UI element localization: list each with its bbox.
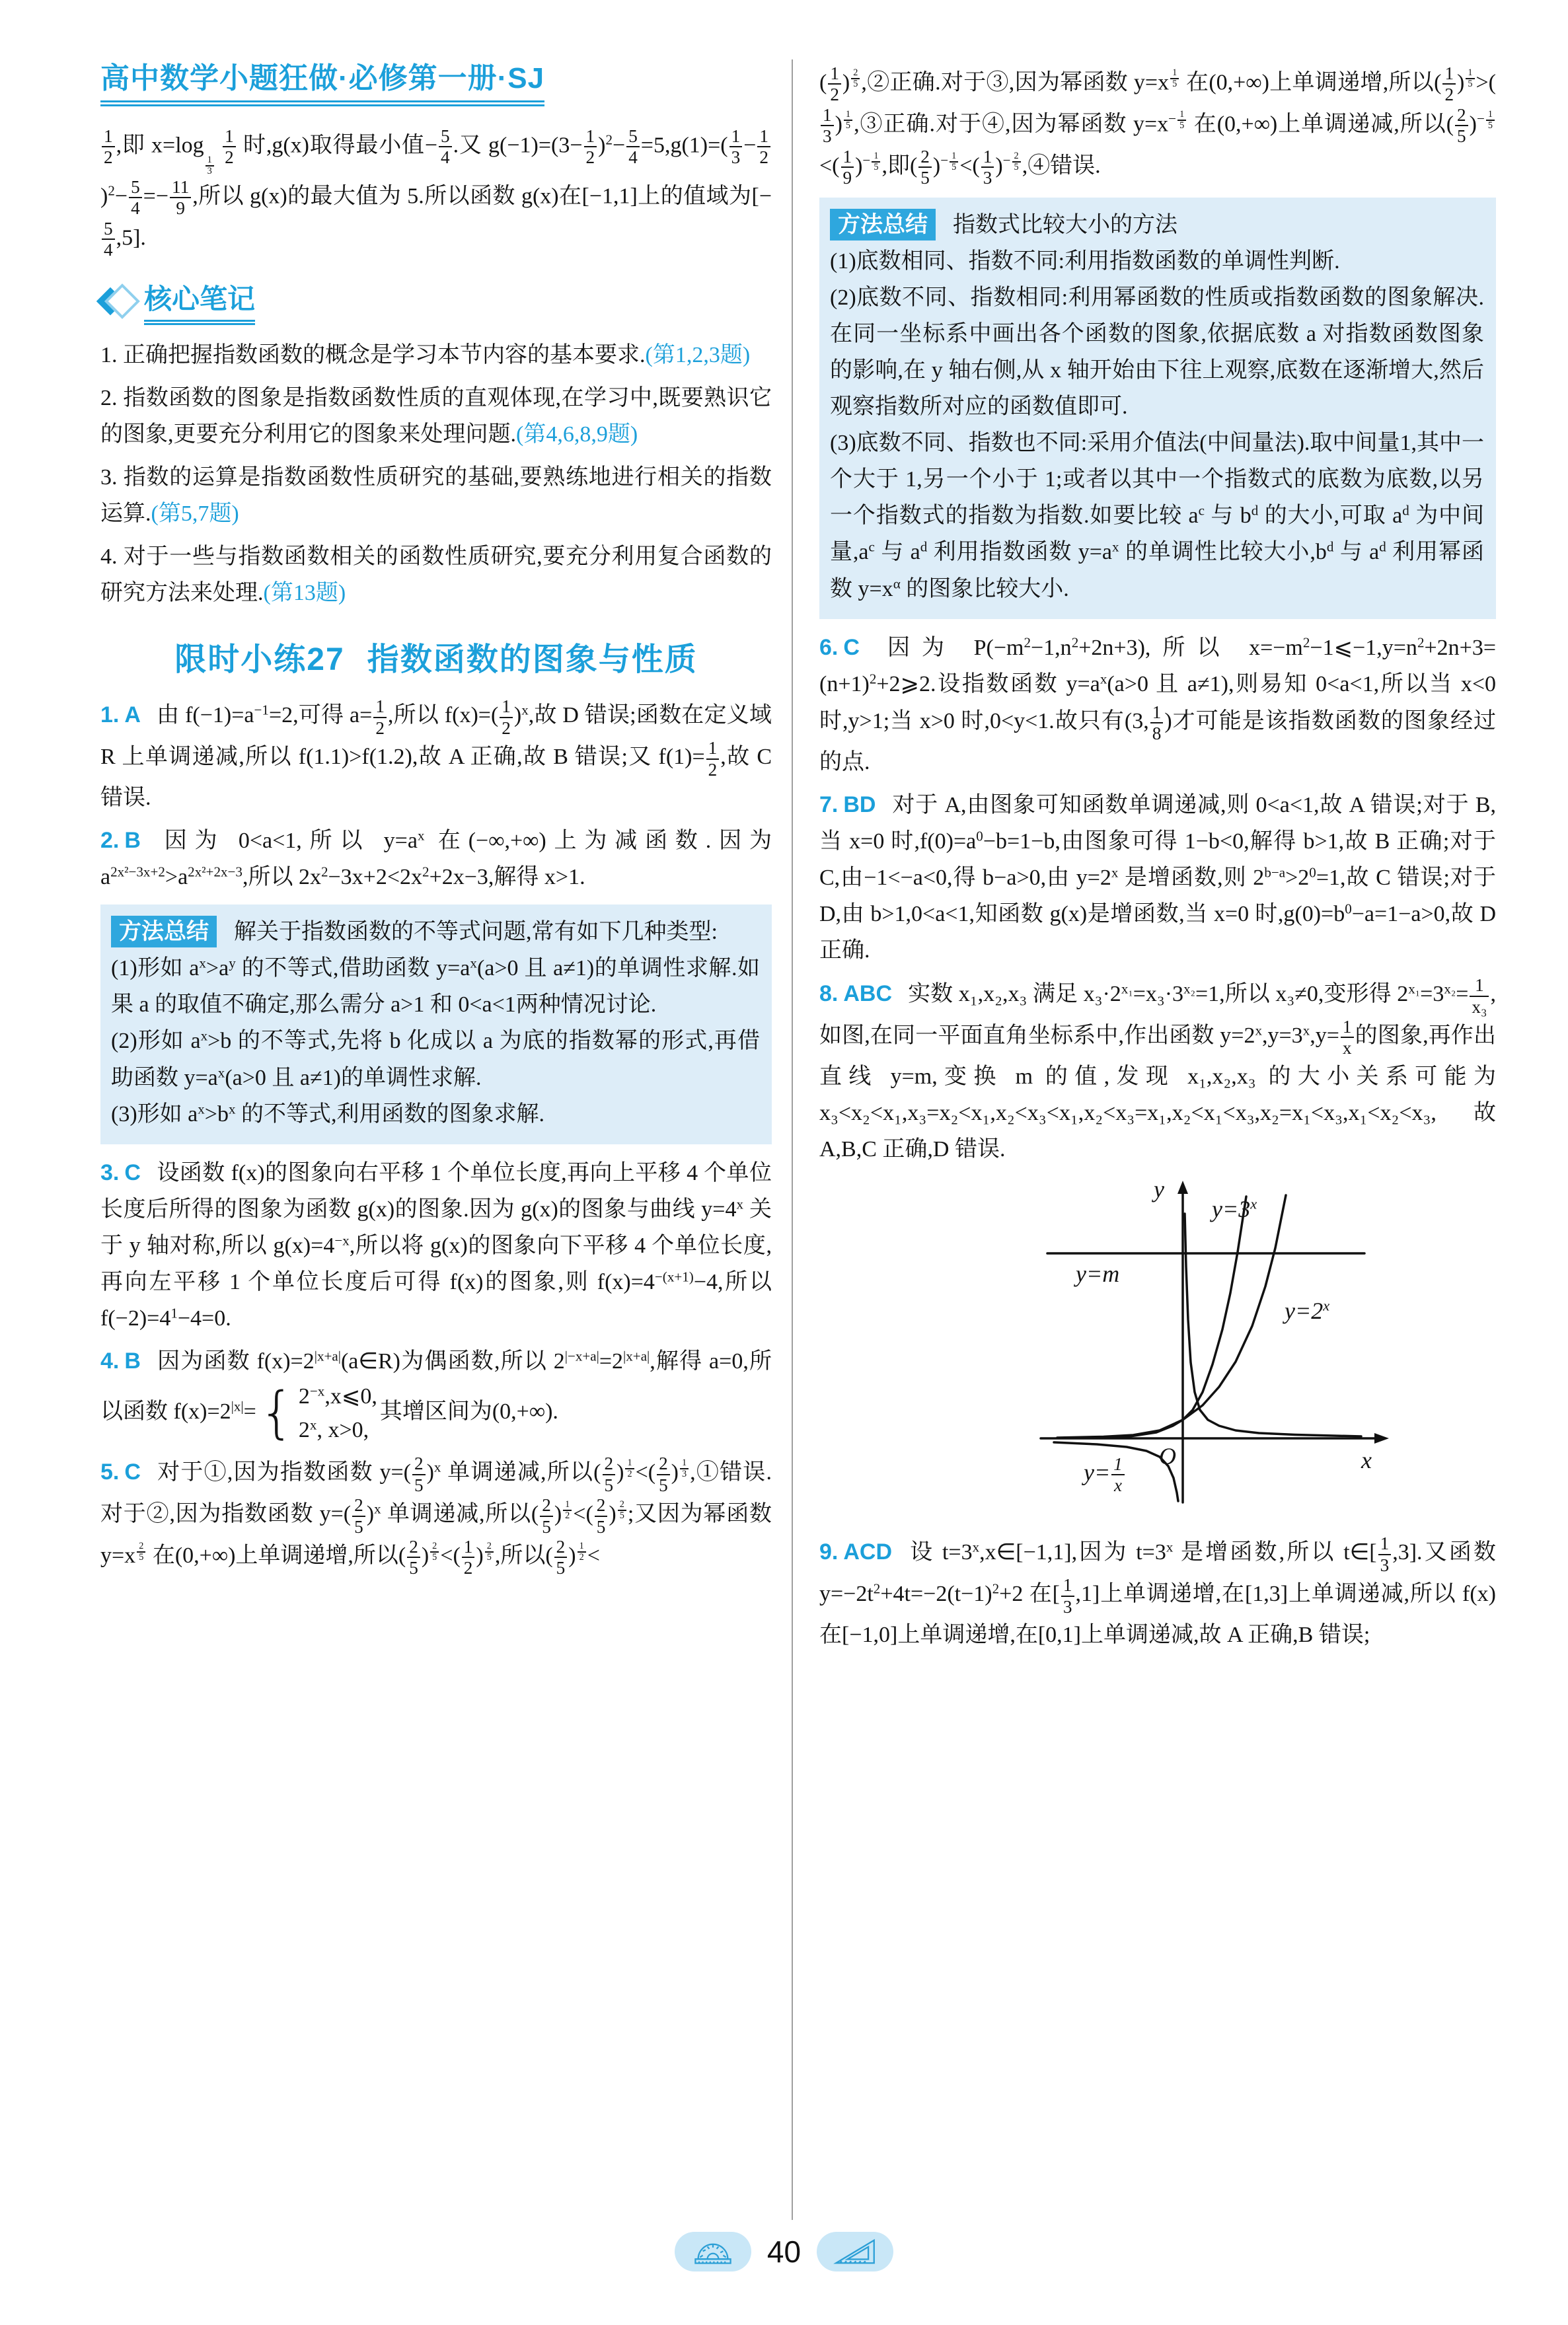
problem-solution-text: 设 $t=3^x,x\in[-1,1]$,因为 $t=3^x$ 是增函数,所以 t∈[ $\frac{1}{3}$ ,3].又函数 $y=-2t^2+4t=-2(t-1)^2+2$ 在[ $\frac{1}{3}$ ,1]上单调递增,在[1,3]上单调递减,所以 f(x)在[−1,0]上单调递增,在[0,1]上单调递减,故 A 正确,B 错误;: [819, 1533, 1496, 1647]
problem-answer: BD: [843, 792, 876, 817]
problem-number: 8.: [819, 981, 839, 1007]
method-item: (3)形如 $a^x>b^x$ 的不等式,利用函数的图象求解.: [111, 1101, 545, 1126]
problem-answer: A: [124, 702, 141, 728]
curve-y-2x: [1057, 1195, 1286, 1438]
section-title: [100, 634, 772, 679]
problem-number: 3.: [100, 1160, 120, 1185]
note-text: 4. 对于一些与指数函数相关的函数性质研究,要充分利用复合函数的研究方法来处理.: [100, 544, 772, 606]
problem-answer: ABC: [843, 981, 893, 1007]
figure-curve-inverse-label: y= $\frac{1}{x}$: [1084, 1454, 1126, 1495]
problem-number: 1.: [100, 702, 120, 728]
problem-solution-text: 设函数 f(x)的图象向右平移 1 个单位长度,再向上平移 4 个单位长度后所得的图象为函数 g(x)的图象.因为 g(x)的图象与曲线 $y=4^x$ 关于 y 轴对称,所以 $g(x)=4^{-x}$,所以将 g(x)的图象向下平移 4 个单位长度,再向左平移 1 个单位长度后可得 f(x)的图象,则 $f(x)=4^{-(x+1)}-4$,所以 $f(-2)=4^1-4=0$.: [100, 1160, 772, 1331]
book-header-title: 高中数学小题狂做·必修第一册·SJ: [100, 54, 544, 106]
section-name: 指数函数的图象与性质: [367, 642, 698, 678]
problem-solution-text: 对于①,因为指数函数 y=( $\frac{2}{5}$ )$^x$ 单调递减,所以( $\frac{2}{5}$ ) $\frac{1}{2}$ <( $\frac{2}{5}$ ) $\frac{1}{3}$ ,①错误.对于②,因为指数函数 y=( $\frac{2}{5}$ )$^x$ 单调递减,所以( $\frac{2}{5}$ ) $\frac{1}{2}$ <( $\frac{2}{5}$ ) $\frac{2}{5}$ ;又因为幂函数 y=x $\frac{2}{5}$ 在(0,+∞)上单调递增,所以( $\frac{2}{5}$ ) $\frac{2}{5}$ <( $\frac{1}{2}$ ) $\frac{2}{5}$ ,所以( $\frac{2}{5}$ ) $\frac{1}{2}$ <: [100, 1454, 772, 1578]
problem-5-continuation: ( $\frac{1}{2}$ ) $\frac{2}{5}$ ,②正确.对于③,因为幂函数 y=x $\frac{1}{5}$ 在(0,+∞)上单调递增,所以( $\frac{1}{2}$ ) $\frac{1}{5}$ >( $\frac{1}{3}$ ) $\frac{1}{5}$ ,③正确.对于④,因为幂函数 y=x− $\frac{1}{5}$ 在(0,+∞)上单调递减,所以( $\frac{2}{5}$ )− $\frac{1}{5}$ <( $\frac{1}{9}$ )− $\frac{1}{5}$ ,即( $\frac{2}{5}$ )− $\frac{1}{5}$ <( $\frac{1}{3}$ )− $\frac{2}{5}$ ,④错误.: [819, 63, 1496, 188]
note-ref: (第4,6,8,9题): [516, 422, 638, 447]
set-square-icon: [831, 2236, 879, 2267]
core-notes-heading: [100, 277, 772, 325]
problem-answer: B: [124, 828, 141, 854]
problem-solution-text: 对于 A,由图象可知函数单调递减,则 0<a<1,故 A 错误;对于 B,当 x=0 时$,f(0)=a^0-b=1-b$,由图象可得 1−b<0,解得 b>1,故 B 正确;对于 C,由−1<−a<0,得 b−a>0,由 $y=2^x$ 是增函数,则 $2^{b-a}>2^0=1$,故 C 错误;对于 D,由 b>1,0<a<1,知函数 g(x)是增函数,当 x=0 时$,g(0)=b^0-a=1-a>0$,故 D 正确.: [819, 792, 1496, 963]
figure-curve-3x-label: $y=3^x$: [1212, 1195, 1257, 1223]
page-number: 40: [766, 2234, 802, 2269]
note-text: 3. 指数的运算是指数函数性质研究的基础,要熟练地进行相关的指数运算.: [100, 464, 772, 526]
problem-solution-text: 因为 0<a<1,所以 $y=a^x$ 在(−∞,+∞)上为减函数.因为 $a^{2x^2-3x+2}>a^{2x^2+2x-3}$,所以 $2x^2-3x+2<2x^2+2x-3$,解得 x>1.: [100, 827, 772, 890]
method-item: (1)形如 $a^x>a^y$ 的不等式,借助函数 $y=a^x(a>0$ 且 a≠1)的单调性求解.如果 a 的取值不确定,那么需分 a>1 和 0<a<1两种情况讨论.: [111, 955, 760, 1017]
problem-solution-text: 因为 $P(-m^2-1,n^2+2n+3)$,所以 $x=-m^2-1⩽-1,y=n^2+2n+3=(n+1)^2+2⩾2$.设指数函数 $y=a^x(a>0$ 且 a≠1),则易知 0<a<1,所以当 x<0 时,y>1;当 x>0 时,0<y<1.故只有(3, $\frac{1}{8}$ )才可能是该指数函数的图象经过的点.: [819, 634, 1497, 774]
section-label: 限时小练27: [174, 642, 345, 678]
method-lead: 解关于指数函数的不等式问题,常有如下几种类型:: [234, 920, 718, 945]
column-divider: [792, 59, 793, 2220]
method-item: (2)底数不同、指数相同:利用幂函数的性质或指数函数的图象解决.在同一坐标系中画出各个函数的图象,依据底数 a 对指数函数图象的影响,在 y 轴右侧,从 x 轴开始由下往上观察,底数在逐渐增大,然后观察指数所对应的函数值即可.: [830, 285, 1484, 420]
method-summary-box-2: [819, 198, 1496, 619]
problem-9: [819, 1533, 1496, 1653]
solution-continuation: $\frac{1}{2}$ ,即 x=log $\frac{1}{3}$ $\frac{1}{2}$ 时,g(x)取得最小值− $\frac{5}{4}$ .又 g(−1)=(3− $\frac{1}{2}$ )$^2$− $\frac{5}{4}$ =5,g(1)=( $\frac{1}{3}$ − $\frac{1}{2}$ )$^2$− $\frac{5}{4}$ =− $\frac{11}{9}$ ,所以 g(x)的最大值为 5.所以函数 g(x)在[−1,1]上的值域为[− $\frac{5}{4}$ ,5].: [100, 126, 772, 260]
figure-x-axis-label: x: [1361, 1447, 1372, 1474]
problem-3: [100, 1155, 772, 1337]
problem-6: [819, 630, 1496, 780]
protractor-icon: [689, 2238, 737, 2266]
method-item: (3)底数不同、指数也不同:采用介值法(中间量法).取中间量1,其中一个大于 1,另一个小于 1;或者以其中一个指数式的底数为底数,以另一个指数式的指数为指数.如要比较 $a^c$ 与 $b^d$ 的大小,可取 $a^d$ 为中间量$,a^c$ 与 $a^d$ 利用指数函数 $y=a^x$ 的单调性比较大小$,b^d$ 与 $a^d$ 利用幂函数 $y=x^\alpha$ 的图象比较大小.: [830, 431, 1485, 601]
problem-8: [819, 975, 1496, 1167]
problem-answer: C: [124, 1160, 141, 1185]
note-text: 2. 指数函数的图象是指数函数性质的直观体现,在学习中,既要熟识它的图象,更要充分利用它的图象来处理问题.: [100, 385, 772, 447]
piecewise-cases: [259, 1380, 377, 1447]
problem-answer: C: [843, 634, 860, 660]
problem-number: 9.: [819, 1539, 839, 1565]
note-text: 1. 正确把握指数函数的概念是学习本节内容的基本要求.: [100, 342, 646, 367]
core-note-item: [100, 538, 772, 611]
y-axis-arrow: [1177, 1181, 1188, 1194]
case-row: 2$^x$, x>0,: [298, 1417, 369, 1443]
problem-2: [100, 823, 772, 895]
set-square-badge: [817, 2232, 893, 2271]
x-axis-arrow: [1374, 1433, 1389, 1444]
problem-5: [100, 1454, 772, 1578]
figure-curve-2x-label: $y=2^x$: [1285, 1297, 1330, 1325]
figure-line-m-label: y=m: [1076, 1261, 1120, 1288]
left-column: [100, 54, 772, 1585]
problem-number: 5.: [100, 1459, 120, 1485]
problem-number: 7.: [819, 792, 839, 817]
problem-number: 4.: [100, 1348, 120, 1374]
problem-solution-text: 由 $f(-1)=a^{-1}=2$,可得 a= $\frac{1}{2}$ ,所以 f(x)=( $\frac{1}{2}$ )$^x$,故 D 错误;函数在定义域 R 上单调递减,所以 f(1.1)>f(1.2),故 A 正确,故 B 错误;又 f(1)= $\frac{1}{2}$ ,故 C 错误.: [100, 696, 772, 810]
core-note-item: [100, 459, 772, 532]
method-item: (1)底数相同、指数不同:利用指数函数的单调性判断.: [830, 248, 1340, 274]
problem-solution-text: 实数 x₁,x₂,x₃ 满足 $x_3\cdot 2^{x_1}=x_3\cdot 3^{x_2}=1$,所以 x₃≠0,变形得 $2^{x_1}=3^{x_2}=$ $\frac{1}{\text{x₃}}$ ,如图,在同一平面直角坐标系中,作出函数 $y=2^x,y=3^x,y=$ $\frac{1}{x}$ 的图象,再作出直线 y=m,变换 m 的值,发现 x₁,x₂,x₃ 的大小关系可能为 x₃<x₂<x₁,x₃=x₂<x₁,x₂<x₃<x₁,x₂<x₃=x₁,x₂<x₁<x₃,x₂=x₁<x₃,x₁<x₂<x₃,故 A,B,C 正确,D 错误.: [819, 975, 1496, 1162]
note-ref: (第13题): [263, 581, 346, 606]
exponential-curves-figure: [1018, 1174, 1427, 1531]
core-notes-title: 核心笔记: [144, 277, 255, 325]
curve-y-3x: [1094, 1197, 1246, 1438]
problem-answer: C: [124, 1459, 141, 1485]
method-lead: 指数式比较大小的方法: [953, 212, 1177, 237]
note-ref: (第5,7题): [151, 501, 239, 526]
protractor-badge: [675, 2232, 751, 2271]
figure-y-axis-label: y: [1154, 1176, 1164, 1203]
note-ref: (第1,2,3题): [645, 342, 751, 367]
core-note-item: [100, 380, 772, 453]
right-column: [819, 63, 1496, 1660]
method-summary-label: 方法总结: [111, 916, 217, 947]
problem-4: [100, 1343, 772, 1447]
curve-inverse-right: [1185, 1214, 1361, 1436]
problem-answer: ACD: [843, 1539, 893, 1565]
method-summary-box-1: [100, 904, 772, 1144]
page-footer: [0, 2232, 1568, 2271]
problem-solution-text: 其增区间为(0,+∞).: [379, 1399, 558, 1424]
problem-7: [819, 787, 1496, 969]
case-row: { $2^{-x},x⩽0$,: [298, 1383, 377, 1409]
problem-number: 2.: [100, 828, 120, 854]
problem-answer: B: [124, 1348, 141, 1374]
method-summary-label: 方法总结: [830, 209, 936, 240]
problem-solution-text: 因为函数 $f(x)=2^{|x+a|}(a\in R)$为偶函数,所以 $2^{|-x+a|}=2^{|x+a|}$,解得 a=0,所以函数 $f(x)=2^{|x|}=$: [100, 1348, 772, 1424]
figure-origin-label: O: [1159, 1443, 1176, 1470]
problem-number: 6.: [819, 634, 839, 660]
method-item: (2)形如 $a^x>b$ 的不等式,先将 b 化成以 a 为底的指数幂的形式,再借助函数 $y=a^x(a>0$ 且 a≠1)的单调性求解.: [111, 1027, 760, 1090]
core-note-item: [100, 337, 772, 373]
problem-1: [100, 696, 772, 816]
